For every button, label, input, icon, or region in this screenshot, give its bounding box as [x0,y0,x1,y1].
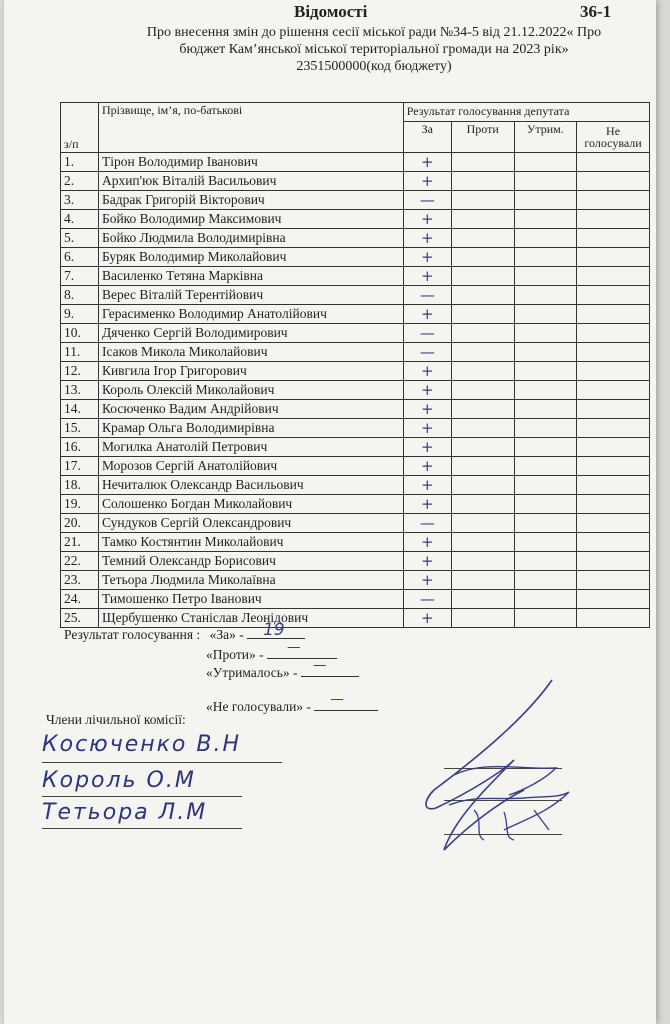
vote-for-mark: + [403,228,451,247]
vote-for-mark: + [403,494,451,513]
vote-for-mark: + [403,437,451,456]
deputy-name: Тірон Володимир Іванович [98,152,403,171]
deputy-name: Верес Віталій Терентійович [98,285,403,304]
vote-for-mark: — [403,190,451,209]
row-number: 3. [61,190,99,209]
row-number: 19. [61,494,99,513]
deputy-name: Буряк Володимир Миколайович [98,247,403,266]
deputy-name: Солошенко Богдан Миколайович [98,494,403,513]
row-number: 2. [61,171,99,190]
summary-against-label: «Проти» - [206,647,264,662]
vote-for-mark: + [403,304,451,323]
row-number: 8. [61,285,99,304]
signature-scribble-1 [426,680,552,850]
col-header-for: За [403,121,451,152]
summary-not-voted-label: «Не голосували» - [206,699,311,714]
deputy-name: Бойко Володимир Максимович [98,209,403,228]
vote-for-mark: + [403,418,451,437]
deputy-name: Кивгила Ігор Григорович [98,361,403,380]
deputy-name: Нечиталюк Олександр Васильович [98,475,403,494]
col-header-against: Проти [451,121,514,152]
vote-for-mark: + [403,532,451,551]
commission-member-3: Тетьора Л.М [42,800,208,825]
row-number: 16. [61,437,99,456]
deputy-name: Тимошенко Петро Іванович [98,589,403,608]
deputy-name: Ісаков Микола Миколайович [98,342,403,361]
deputy-name: Морозов Сергій Анатолійович [98,456,403,475]
vote-for-mark: + [403,380,451,399]
col-header-abstain: Утрим. [514,121,577,152]
subtitle-line-1: Про внесення змін до рішення сесії міської ради №34-5 від 21.12.2022« Про [146,25,602,40]
vote-for-mark: + [403,456,451,475]
deputy-name: Могилка Анатолій Петрович [98,437,403,456]
deputy-name: Король Олексій Миколайович [98,380,403,399]
vote-for-mark: + [403,475,451,494]
commission-label: Члени лічильної комісії: [46,712,186,727]
row-number: 9. [61,304,99,323]
deputy-name: Тетьора Людмила Миколаївна [98,570,403,589]
deputy-name: Косюченко Вадим Андрійович [98,399,403,418]
row-number: 18. [61,475,99,494]
deputy-name: Темний Олександр Борисович [98,551,403,570]
row-number: 4. [61,209,99,228]
row-number: 6. [61,247,99,266]
vote-for-mark: — [403,513,451,532]
document-page [4,0,656,1024]
deputy-name: Василенко Тетяна Марківна [98,266,403,285]
row-number: 23. [61,570,99,589]
row-number: 20. [61,513,99,532]
summary-label: Результат голосування : [64,627,201,642]
vote-for-mark: + [403,551,451,570]
vote-for-mark: + [403,570,451,589]
vote-for-mark: + [403,171,451,190]
row-number: 5. [61,228,99,247]
vote-for-mark: — [403,323,451,342]
row-number: 17. [61,456,99,475]
row-number: 7. [61,266,99,285]
row-number: 21. [61,532,99,551]
row-number: 24. [61,589,99,608]
summary-against-value: — [286,639,301,655]
subtitle-line-2: бюджет Кам’янської міської територіальної громади на 2023 рік» [179,42,569,57]
row-number: 13. [61,380,99,399]
col-header-num: з/п [61,103,99,153]
vote-for-mark: — [403,589,451,608]
row-number: 14. [61,399,99,418]
row-number: 12. [61,361,99,380]
document-title: Відомості [294,2,368,21]
row-number: 11. [61,342,99,361]
vote-for-mark: — [403,342,451,361]
vote-for-mark: + [403,247,451,266]
deputy-name: Бадрак Григорій Вікторович [98,190,403,209]
row-number: 15. [61,418,99,437]
vote-for-mark: + [403,399,451,418]
summary-not-voted-value: — [330,691,344,707]
deputy-name: Крамар Ольга Володимирівна [98,418,403,437]
col-header-name: Прізвище, ім’я, по-батькові [98,103,403,153]
row-number: 25. [61,608,99,627]
row-number: 22. [61,551,99,570]
vote-for-mark: — [403,285,451,304]
commission-member-2: Король О.М [42,768,196,793]
col-header-result: Результат голосування депутата [403,103,649,122]
vote-for-mark: + [403,266,451,285]
document-code: 36-1 [580,2,612,21]
deputy-name: Сундуков Сергій Олександрович [98,513,403,532]
summary-for-label: «За» - [209,627,244,642]
commission-member-1: Косюченко В.Н [42,732,241,757]
summary-for-value: 19 [263,620,285,640]
deputy-name: Тамко Костянтин Миколайович [98,532,403,551]
vote-for-mark: + [403,608,451,627]
deputy-name: Герасименко Володимир Анатолійович [98,304,403,323]
col-header-not-voted: Не голосували [577,121,650,152]
deputy-name: Архип'юк Віталій Васильович [98,171,403,190]
handwritten-signatures [4,0,656,1024]
summary-abstain-label: «Утрималось» - [206,665,298,680]
row-number: 1. [61,152,99,171]
row-number: 10. [61,323,99,342]
summary-abstain-value: — [312,657,327,673]
vote-for-mark: + [403,152,451,171]
vote-for-mark: + [403,209,451,228]
subtitle-line-3: 2351500000(код бюджету) [296,59,452,74]
deputy-name: Бойко Людмила Володимирівна [98,228,403,247]
deputy-name: Дяченко Сергій Володимирович [98,323,403,342]
deputy-name: Щербушенко Станіслав Леонідович [98,608,403,627]
vote-for-mark: + [403,361,451,380]
